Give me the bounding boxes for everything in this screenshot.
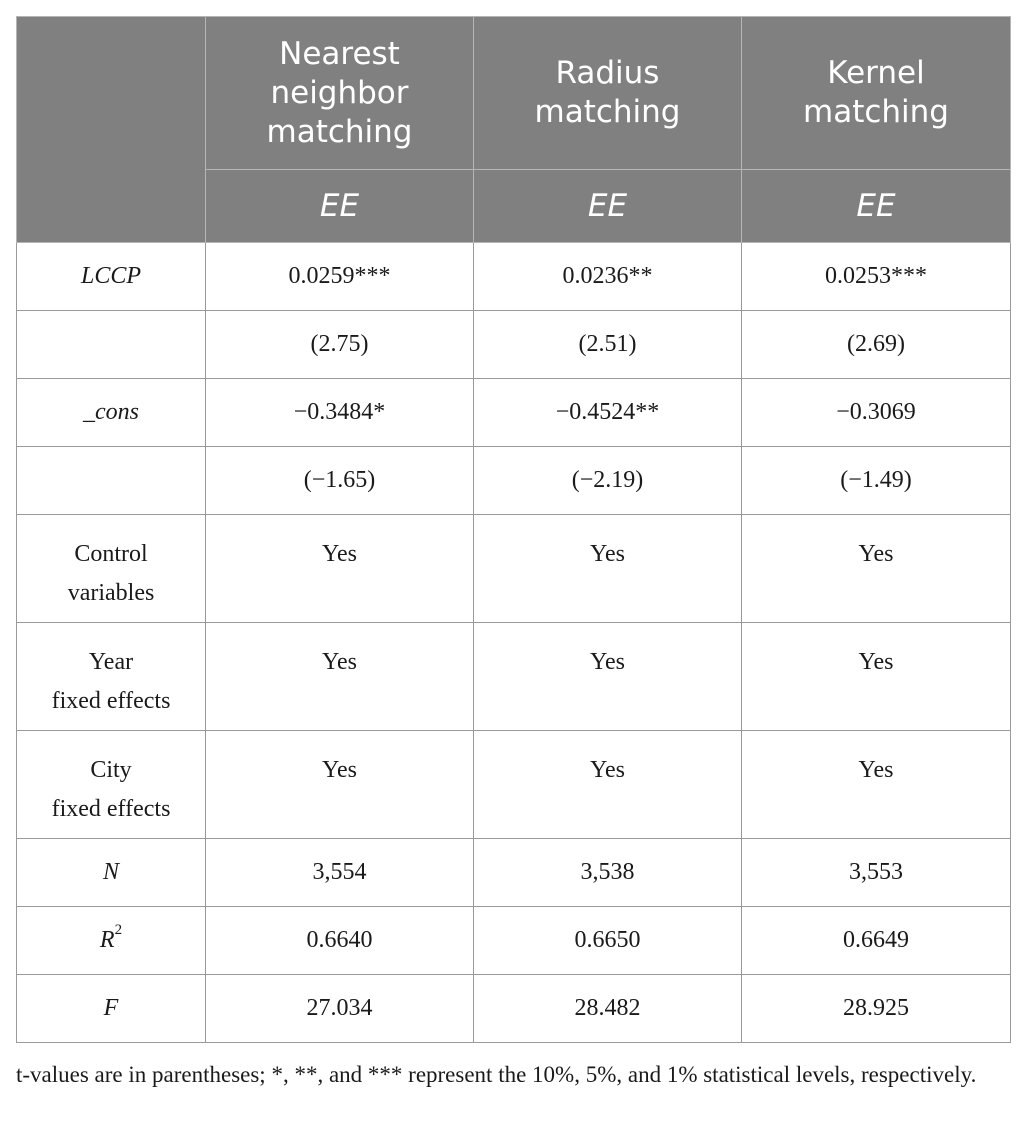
results-table-container	[16, 16, 1010, 1043]
table-cell: (2.51)	[474, 311, 742, 379]
table-cell: 0.0259***	[206, 243, 474, 311]
table-cell: 27.034	[206, 975, 474, 1043]
table-row-r-squared	[17, 907, 1011, 975]
row-label: _cons	[17, 379, 206, 447]
table-cell: Yes	[474, 731, 742, 839]
table-cell: Yes	[206, 623, 474, 731]
table-row-n	[17, 839, 1011, 907]
table-cell: 0.6650	[474, 907, 742, 975]
row-label: $R^2$	[17, 907, 206, 975]
table-cell: Yes	[742, 731, 1011, 839]
row-label	[17, 447, 206, 515]
column-header-kernel: Kernel matching	[742, 17, 1011, 170]
table-cell: −0.3484*	[206, 379, 474, 447]
table-row-year-fixed-effects	[17, 623, 1011, 731]
table-cell: −0.4524**	[474, 379, 742, 447]
table-cell: (2.75)	[206, 311, 474, 379]
table-cell: Yes	[206, 515, 474, 623]
header-corner-cell	[17, 17, 206, 243]
regression-results-table	[16, 16, 1011, 1043]
table-cell: 3,554	[206, 839, 474, 907]
table-row-f	[17, 975, 1011, 1043]
subheader-ee-2: EE	[474, 170, 742, 243]
table-cell: Yes	[474, 623, 742, 731]
table-cell: Yes	[742, 623, 1011, 731]
column-header-radius: Radius matching	[474, 17, 742, 170]
subheader-ee-3: EE	[742, 170, 1011, 243]
table-cell: (−2.19)	[474, 447, 742, 515]
row-label: LCCP	[17, 243, 206, 311]
table-cell: (2.69)	[742, 311, 1011, 379]
subheader-ee-1: EE	[206, 170, 474, 243]
table-cell: 3,553	[742, 839, 1011, 907]
row-label: N	[17, 839, 206, 907]
table-cell: 28.925	[742, 975, 1011, 1043]
table-cell: 0.0253***	[742, 243, 1011, 311]
table-cell: Yes	[742, 515, 1011, 623]
row-label: Year fixed effects	[17, 623, 206, 731]
row-label	[17, 311, 206, 379]
row-label: City fixed effects	[17, 731, 206, 839]
table-row-control-variables	[17, 515, 1011, 623]
row-label: F	[17, 975, 206, 1043]
table-row-cons	[17, 379, 1011, 447]
table-cell: 3,538	[474, 839, 742, 907]
table-row-lccp-tvalues	[17, 311, 1011, 379]
table-cell: Yes	[206, 731, 474, 839]
table-cell: −0.3069	[742, 379, 1011, 447]
header-row-main	[17, 17, 1011, 170]
table-footnote: t-values are in parentheses; *, **, and *** represent the 10%, 5%, and 1% statistical levels, respectively.	[16, 1062, 977, 1087]
column-header-nearest-neighbor: Nearest neighbor matching	[206, 17, 474, 170]
row-label: Control variables	[17, 515, 206, 623]
table-cell: 0.0236**	[474, 243, 742, 311]
table-cell: 28.482	[474, 975, 742, 1043]
table-row-lccp	[17, 243, 1011, 311]
table-cell: (−1.65)	[206, 447, 474, 515]
table-cell: Yes	[474, 515, 742, 623]
table-cell: 0.6649	[742, 907, 1011, 975]
table-row-city-fixed-effects	[17, 731, 1011, 839]
table-row-cons-tvalues	[17, 447, 1011, 515]
table-cell: (−1.49)	[742, 447, 1011, 515]
table-cell: 0.6640	[206, 907, 474, 975]
